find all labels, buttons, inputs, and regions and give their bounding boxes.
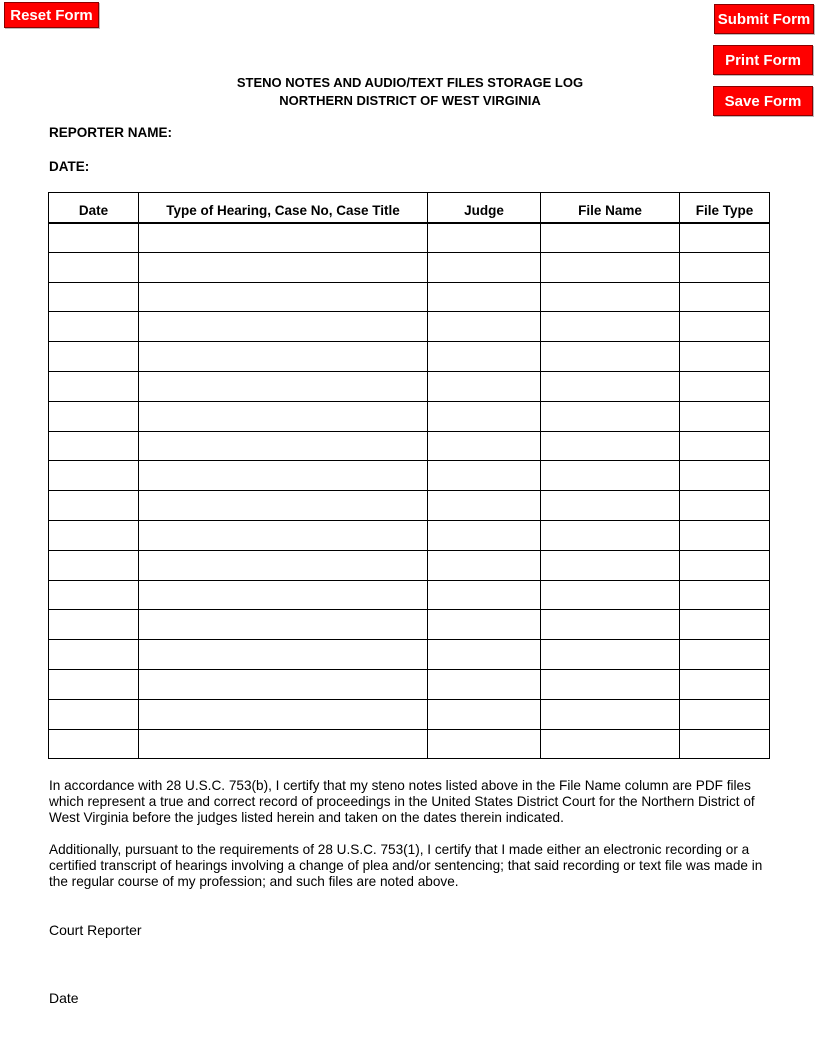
file-name-input[interactable] [541,229,679,247]
table-row [49,401,770,431]
date-input[interactable] [49,229,138,247]
cell-hearing [139,461,428,491]
file-type-input[interactable] [680,288,769,306]
cell-file-type [680,520,770,550]
certification-paragraph-2: Additionally, pursuant to the requirements of 28 U.S.C. 753(1), I certify that I made either an electronic recording or a certified transcript of hearings involving a change of plea and/or sentencing; that said recording or text file was made in the regular course of my profession; and such files are noted above. [49,842,763,889]
column-header-date: Date [49,193,139,223]
cell-hearing [139,282,428,312]
date-input[interactable] [49,288,138,306]
file-name-input[interactable] [541,288,679,306]
judge-input[interactable] [428,288,540,306]
file-name-input[interactable] [541,437,679,455]
hearing-input[interactable] [139,497,427,515]
cell-file-name [541,550,680,580]
cell-file-type [680,342,770,372]
cell-hearing [139,223,428,253]
date-input[interactable] [49,526,138,544]
cell-judge [428,223,541,253]
judge-input[interactable] [428,675,540,693]
cell-file-name [541,580,680,610]
date-input[interactable] [49,407,138,425]
date-input[interactable] [49,497,138,515]
cell-file-type [680,580,770,610]
file-name-input[interactable] [541,348,679,366]
cell-file-type [680,640,770,670]
table-row [49,461,770,491]
file-type-input[interactable] [680,526,769,544]
table-row [49,252,770,282]
table-row [49,520,770,550]
cell-file-name [541,282,680,312]
file-name-input[interactable] [541,407,679,425]
cell-file-type [680,312,770,342]
hearing-input[interactable] [139,377,427,395]
date-input[interactable] [49,705,138,723]
hearing-input[interactable] [139,705,427,723]
judge-input[interactable] [428,348,540,366]
cell-file-name [541,223,680,253]
cell-file-type [680,461,770,491]
cell-date [49,669,139,699]
cell-date [49,401,139,431]
date-input[interactable] [49,616,138,634]
hearing-input[interactable] [139,526,427,544]
cell-file-name [541,699,680,729]
cell-date [49,550,139,580]
date-input[interactable] [49,467,138,485]
file-type-input[interactable] [680,467,769,485]
cell-judge [428,610,541,640]
cell-hearing [139,580,428,610]
judge-input[interactable] [428,586,540,604]
print-form-button[interactable]: Print Form [713,45,813,75]
judge-input[interactable] [428,258,540,276]
file-type-input[interactable] [680,616,769,634]
judge-input[interactable] [428,407,540,425]
cell-date [49,431,139,461]
reporter-name-label: REPORTER NAME: [49,125,173,140]
file-name-input[interactable] [541,675,679,693]
cell-file-name [541,371,680,401]
cell-hearing [139,640,428,670]
file-type-input[interactable] [680,348,769,366]
hearing-input[interactable] [139,318,427,336]
date-input[interactable] [49,556,138,574]
cell-file-type [680,431,770,461]
file-type-input[interactable] [680,258,769,276]
cell-hearing [139,312,428,342]
table-row [49,491,770,521]
table-row [49,729,770,759]
table-header-row [49,193,770,223]
cell-judge [428,252,541,282]
judge-input[interactable] [428,705,540,723]
cell-file-name [541,431,680,461]
file-type-input[interactable] [680,229,769,247]
cell-date [49,223,139,253]
cell-judge [428,431,541,461]
hearing-input[interactable] [139,229,427,247]
judge-input[interactable] [428,467,540,485]
file-name-input[interactable] [541,735,679,753]
cell-judge [428,699,541,729]
date-input[interactable] [49,348,138,366]
cell-file-name [541,610,680,640]
cell-file-type [680,401,770,431]
cell-file-name [541,312,680,342]
cell-hearing [139,610,428,640]
cell-file-type [680,491,770,521]
cell-file-type [680,282,770,312]
file-name-input[interactable] [541,526,679,544]
cell-judge [428,640,541,670]
cell-date [49,520,139,550]
cell-date [49,610,139,640]
file-type-input[interactable] [680,646,769,664]
cell-date [49,640,139,670]
cell-file-type [680,729,770,759]
file-name-input[interactable] [541,318,679,336]
judge-input[interactable] [428,616,540,634]
storage-log-table [48,192,770,759]
cell-hearing [139,371,428,401]
hearing-input[interactable] [139,407,427,425]
judge-input[interactable] [428,556,540,574]
judge-input[interactable] [428,229,540,247]
table-row [49,610,770,640]
file-name-input[interactable] [541,616,679,634]
date-label: DATE: [49,159,90,174]
table-row [49,640,770,670]
cell-judge [428,371,541,401]
reset-form-button[interactable]: Reset Form [4,2,99,28]
cell-file-type [680,669,770,699]
cell-hearing [139,431,428,461]
file-name-input[interactable] [541,556,679,574]
date-input[interactable] [49,318,138,336]
cell-file-type [680,610,770,640]
signature-date-label: Date [49,990,79,1006]
column-header-hearing: Type of Hearing, Case No, Case Title [139,193,428,223]
cell-date [49,252,139,282]
file-name-input[interactable] [541,586,679,604]
cell-file-name [541,640,680,670]
cell-date [49,699,139,729]
cell-date [49,371,139,401]
cell-judge [428,401,541,431]
cell-file-name [541,342,680,372]
judge-input[interactable] [428,377,540,395]
cell-file-type [680,550,770,580]
date-input[interactable] [49,586,138,604]
cell-file-type [680,699,770,729]
file-name-input[interactable] [541,705,679,723]
cell-judge [428,461,541,491]
column-header-file-name: File Name [541,193,680,223]
cell-date [49,342,139,372]
file-type-input[interactable] [680,586,769,604]
cell-file-name [541,669,680,699]
hearing-input[interactable] [139,437,427,455]
cell-date [49,580,139,610]
cell-date [49,491,139,521]
file-name-input[interactable] [541,467,679,485]
cell-judge [428,669,541,699]
hearing-input[interactable] [139,616,427,634]
save-form-button[interactable]: Save Form [713,86,813,116]
column-header-file-type: File Type [680,193,770,223]
column-header-judge: Judge [428,193,541,223]
cell-file-name [541,520,680,550]
judge-input[interactable] [428,646,540,664]
table-row [49,580,770,610]
cell-file-name [541,729,680,759]
cell-file-name [541,461,680,491]
cell-date [49,729,139,759]
judge-input[interactable] [428,318,540,336]
judge-input[interactable] [428,437,540,455]
hearing-input[interactable] [139,556,427,574]
file-name-input[interactable] [541,377,679,395]
cell-hearing [139,342,428,372]
court-reporter-label: Court Reporter [49,922,142,938]
cell-hearing [139,401,428,431]
date-input[interactable] [49,675,138,693]
page-title: STENO NOTES AND AUDIO/TEXT FILES STORAGE LOG [236,75,584,90]
cell-judge [428,580,541,610]
table-row [49,371,770,401]
file-type-input[interactable] [680,437,769,455]
submit-form-button[interactable]: Submit Form [714,4,814,34]
date-input[interactable] [49,646,138,664]
table-row [49,342,770,372]
hearing-input[interactable] [139,675,427,693]
judge-input[interactable] [428,735,540,753]
cell-hearing [139,520,428,550]
file-type-input[interactable] [680,675,769,693]
file-name-input[interactable] [541,646,679,664]
table-row [49,312,770,342]
file-type-input[interactable] [680,407,769,425]
cell-file-name [541,401,680,431]
cell-hearing [139,252,428,282]
hearing-input[interactable] [139,586,427,604]
table-row [49,223,770,253]
hearing-input[interactable] [139,258,427,276]
cell-judge [428,729,541,759]
table-row [49,431,770,461]
date-input[interactable] [49,258,138,276]
page-subtitle: NORTHERN DISTRICT OF WEST VIRGINIA [279,93,541,108]
cell-judge [428,312,541,342]
cell-hearing [139,699,428,729]
judge-input[interactable] [428,497,540,515]
date-input[interactable] [49,735,138,753]
cell-date [49,312,139,342]
file-type-input[interactable] [680,497,769,515]
date-input[interactable] [49,437,138,455]
table-row [49,282,770,312]
file-type-input[interactable] [680,705,769,723]
file-name-input[interactable] [541,258,679,276]
file-type-input[interactable] [680,735,769,753]
file-type-input[interactable] [680,377,769,395]
cell-judge [428,520,541,550]
cell-hearing [139,491,428,521]
cell-hearing [139,550,428,580]
cell-judge [428,342,541,372]
cell-hearing [139,729,428,759]
cell-file-name [541,491,680,521]
hearing-input[interactable] [139,735,427,753]
judge-input[interactable] [428,526,540,544]
cell-judge [428,550,541,580]
hearing-input[interactable] [139,646,427,664]
hearing-input[interactable] [139,348,427,366]
cell-date [49,461,139,491]
table-row [49,699,770,729]
certification-paragraph-1: In accordance with 28 U.S.C. 753(b), I certify that my steno notes listed above in the File Name column are PDF files which represent a true and correct record of proceedings in the United States District Court for the Northern District of West Virginia before the judges listed herein and taken on the dates therein indicated. [49,778,755,825]
file-type-input[interactable] [680,556,769,574]
cell-file-type [680,223,770,253]
hearing-input[interactable] [139,467,427,485]
cell-judge [428,282,541,312]
hearing-input[interactable] [139,288,427,306]
table-row [49,550,770,580]
cell-date [49,282,139,312]
table-body [49,223,770,759]
cell-judge [428,491,541,521]
cell-file-type [680,252,770,282]
cell-hearing [139,669,428,699]
date-input[interactable] [49,377,138,395]
file-type-input[interactable] [680,318,769,336]
cell-file-type [680,371,770,401]
cell-file-name [541,252,680,282]
table-row [49,669,770,699]
file-name-input[interactable] [541,497,679,515]
